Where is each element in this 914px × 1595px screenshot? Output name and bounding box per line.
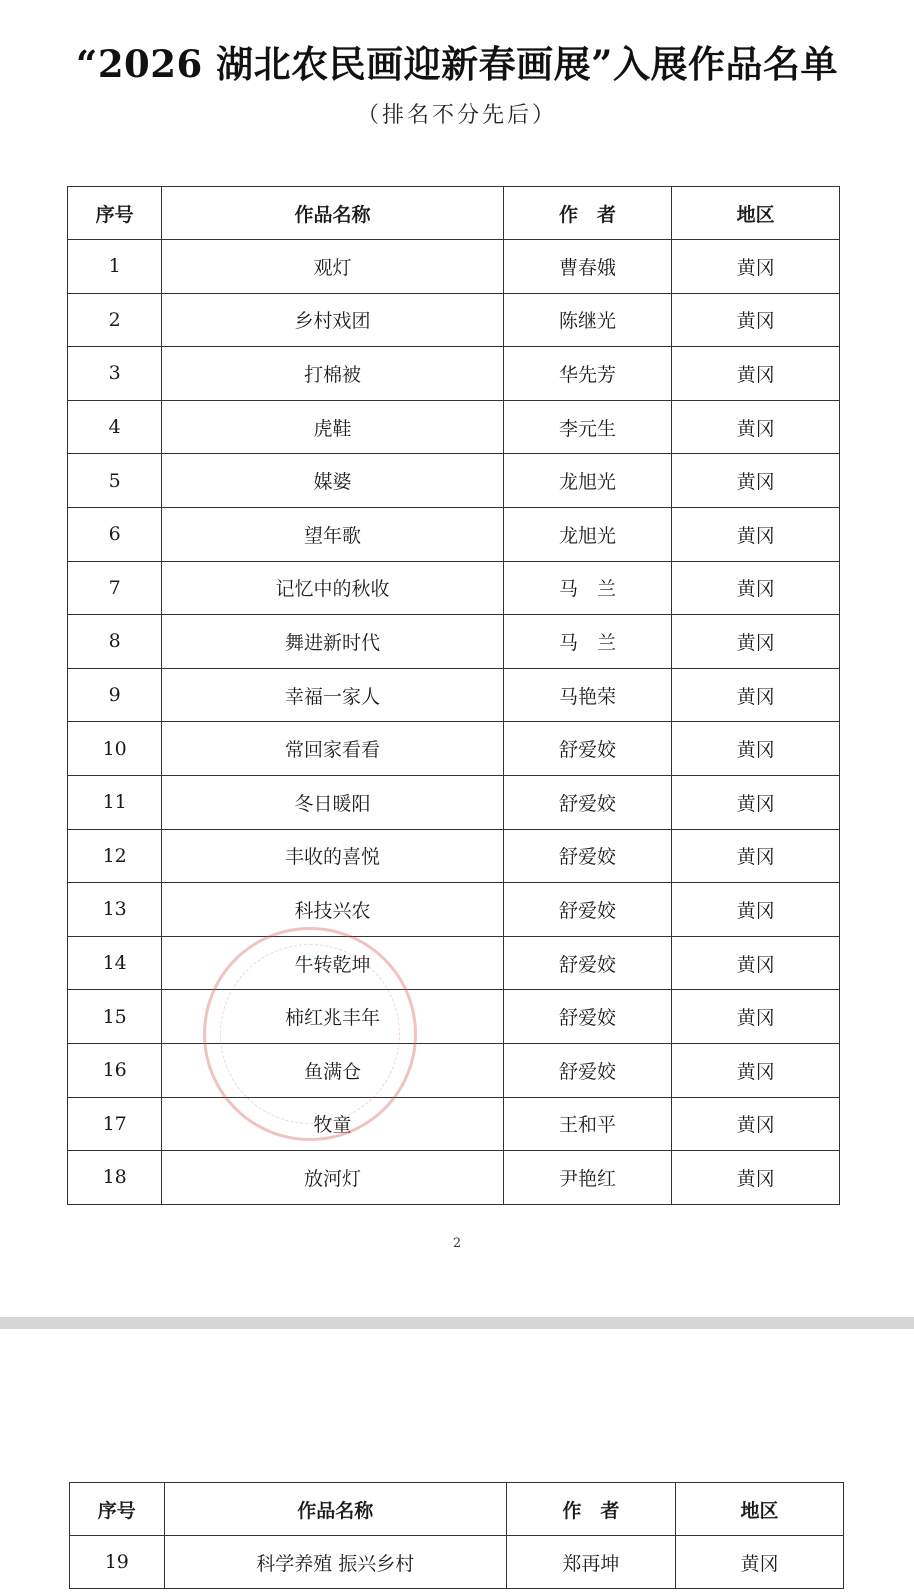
- cell-region: 黄冈: [672, 1151, 840, 1205]
- cell-title: 放河灯: [162, 1151, 503, 1205]
- cell-index: 3: [68, 347, 162, 401]
- cell-region: 黄冈: [672, 1043, 840, 1097]
- cell-title: 牛转乾坤: [162, 936, 503, 990]
- cell-title: 幸福一家人: [162, 668, 503, 722]
- cell-region: 黄冈: [672, 347, 840, 401]
- cell-title: 丰收的喜悦: [162, 829, 503, 883]
- cell-index: 2: [68, 293, 162, 347]
- cell-title: 望年歌: [162, 507, 503, 561]
- table-row: [68, 347, 840, 401]
- cell-title: 柿红兆丰年: [162, 990, 503, 1044]
- header-author: 作 者: [506, 1483, 675, 1536]
- cell-region: 黄冈: [672, 1097, 840, 1151]
- cell-title: 科技兴农: [162, 883, 503, 937]
- cell-index: 16: [68, 1043, 162, 1097]
- cell-index: 10: [68, 722, 162, 776]
- cell-index: 9: [68, 668, 162, 722]
- cell-title: 冬日暖阳: [162, 775, 503, 829]
- cell-author: 华先芳: [503, 347, 672, 401]
- header-region: 地区: [672, 187, 840, 240]
- cell-title: 虎鞋: [162, 400, 503, 454]
- cell-index: 15: [68, 990, 162, 1044]
- cell-region: 黄冈: [672, 829, 840, 883]
- table-row: [68, 775, 840, 829]
- cell-title: 乡村戏团: [162, 293, 503, 347]
- table-row: [68, 240, 840, 294]
- cell-title: 打棉被: [162, 347, 503, 401]
- cell-region: 黄冈: [672, 400, 840, 454]
- cell-title: 记忆中的秋收: [162, 561, 503, 615]
- cell-index: 14: [68, 936, 162, 990]
- cell-index: 19: [70, 1536, 165, 1589]
- table-row: [70, 1536, 844, 1589]
- cell-author: 舒爱姣: [503, 990, 672, 1044]
- table-row: [68, 883, 840, 937]
- cell-author: 龙旭光: [503, 454, 672, 508]
- table-row: [68, 615, 840, 669]
- cell-author: 郑再坤: [506, 1536, 675, 1589]
- table-header-row: [70, 1483, 844, 1536]
- cell-region: 黄冈: [672, 775, 840, 829]
- cell-region: 黄冈: [672, 990, 840, 1044]
- cell-index: 6: [68, 507, 162, 561]
- cell-title: 观灯: [162, 240, 503, 294]
- table-row: [68, 722, 840, 776]
- cell-index: 17: [68, 1097, 162, 1151]
- header-index: 序号: [70, 1483, 165, 1536]
- cell-title: 常回家看看: [162, 722, 503, 776]
- table-row: [68, 1097, 840, 1151]
- cell-index: 8: [68, 615, 162, 669]
- cell-region: 黄冈: [672, 722, 840, 776]
- cell-author: 舒爱姣: [503, 829, 672, 883]
- cell-author: 舒爱姣: [503, 936, 672, 990]
- cell-author: 李元生: [503, 400, 672, 454]
- cell-author: 陈继光: [503, 293, 672, 347]
- cell-region: 黄冈: [675, 1536, 843, 1589]
- table-row: [68, 990, 840, 1044]
- header-title: 作品名称: [164, 1483, 506, 1536]
- cell-region: 黄冈: [672, 454, 840, 508]
- cell-author: 马 兰: [503, 561, 672, 615]
- cell-index: 13: [68, 883, 162, 937]
- cell-region: 黄冈: [672, 561, 840, 615]
- cell-region: 黄冈: [672, 936, 840, 990]
- cell-region: 黄冈: [672, 668, 840, 722]
- table-row: [68, 561, 840, 615]
- cell-author: 舒爱姣: [503, 722, 672, 776]
- cell-title: 鱼满仓: [162, 1043, 503, 1097]
- cell-index: 4: [68, 400, 162, 454]
- document-page-2: [0, 1329, 914, 1595]
- cell-author: 尹艳红: [503, 1151, 672, 1205]
- cell-author: 舒爱姣: [503, 775, 672, 829]
- cell-region: 黄冈: [672, 883, 840, 937]
- table-row: [68, 668, 840, 722]
- cell-index: 1: [68, 240, 162, 294]
- table-row: [68, 829, 840, 883]
- cell-region: 黄冈: [672, 615, 840, 669]
- cell-author: 曹春娥: [503, 240, 672, 294]
- cell-author: 马 兰: [503, 615, 672, 669]
- cell-title: 媒婆: [162, 454, 503, 508]
- cell-index: 7: [68, 561, 162, 615]
- cell-region: 黄冈: [672, 507, 840, 561]
- cell-title: 牧童: [162, 1097, 503, 1151]
- document-subtitle: （排名不分先后）: [356, 103, 557, 128]
- page-number: 2: [452, 1236, 462, 1251]
- cell-author: 舒爱姣: [503, 883, 672, 937]
- entries-table: [67, 186, 840, 1205]
- cell-title: 舞进新时代: [162, 615, 503, 669]
- header-author: 作 者: [503, 187, 672, 240]
- cell-region: 黄冈: [672, 240, 840, 294]
- cell-index: 12: [68, 829, 162, 883]
- document-title: “2026 湖北农民画迎新春画展”入展作品名单: [76, 42, 838, 86]
- cell-author: 龙旭光: [503, 507, 672, 561]
- page-separator: [0, 1317, 914, 1329]
- cell-author: 王和平: [503, 1097, 672, 1151]
- cell-author: 舒爱姣: [503, 1043, 672, 1097]
- table-row: [68, 293, 840, 347]
- table-row: [68, 400, 840, 454]
- cell-index: 11: [68, 775, 162, 829]
- table-row: [68, 507, 840, 561]
- table-row: [68, 454, 840, 508]
- header-index: 序号: [68, 187, 162, 240]
- cell-title: 科学养殖 振兴乡村: [164, 1536, 506, 1589]
- cell-index: 18: [68, 1151, 162, 1205]
- table-header-row: [68, 187, 840, 240]
- cell-region: 黄冈: [672, 293, 840, 347]
- header-region: 地区: [675, 1483, 843, 1536]
- cell-index: 5: [68, 454, 162, 508]
- entries-table-continued: [69, 1482, 844, 1589]
- table-row: [68, 1151, 840, 1205]
- cell-author: 马艳荣: [503, 668, 672, 722]
- header-title: 作品名称: [162, 187, 503, 240]
- table-row: [68, 936, 840, 990]
- table-row: [68, 1043, 840, 1097]
